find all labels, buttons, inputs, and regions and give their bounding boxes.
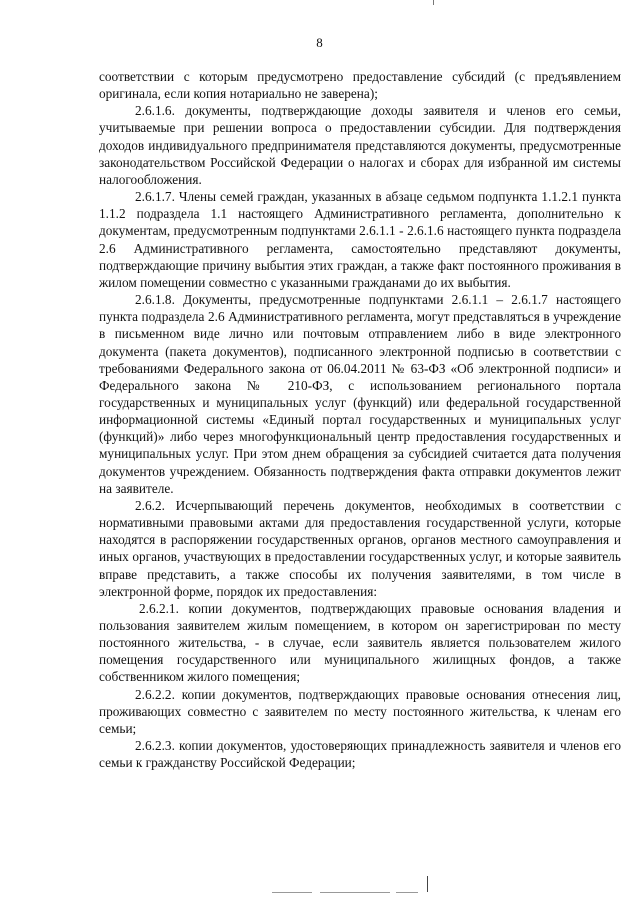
page-number: 8 (316, 35, 323, 50)
paragraph-2-6-1-6: 2.6.1.6. документы, подтверждающие доходы заявителя и членов его семьи, учитываемые при решении вопроса о предоставлении субсидии. Для подтверждения доходов индивидуального предпринимателя представляются документы, предусмотренные законодательством Российской Федерации о налогах и сборах для избранной им системы налогообложения. (99, 103, 621, 187)
paragraph-2-6-2: 2.6.2. Исчерпывающий перечень документов, необходимых в соответствии с нормативными правовыми актами для предоставления государственной услуги, которые находятся в распоряжении государственных органов, органов местного самоуправления и иных органов, участвующих в предоставлении государственных услуг, и которые заявитель вправе представить, а также способы их получения заявителями, в том числе в электронной форме, порядок их предоставления: (99, 497, 621, 599)
paragraph-2-6-2-3: 2.6.2.3. копии документов, удостоверяющих принадлежность заявителя и членов его семьи к гражданству Российской Федерации; (99, 738, 621, 771)
paragraph-continuation: соответствии с которым предусмотрено предоставление субсидий (с предъявлением оригинала, если копия нотариально не заверена); (99, 69, 621, 102)
document-body (99, 68, 621, 771)
paragraph-2-6-2-2: 2.6.2.2. копии документов, подтверждающих правовые основания отнесения лиц, проживающих совместно с заявителем по месту постоянного жительства, к членам его семьи; (99, 686, 621, 736)
paragraph-2-6-1-7: 2.6.1.7. Члены семей граждан, указанных в абзаце седьмом подпункта 1.1.2.1 пункта 1.1.2 подраздела 1.1 настоящего Административного регламента, дополнительно к документам, предусмотренным подпунктами 2.6.1.1 - 2.6.1.6 настоящего пункта подраздела 2.6 Административного регламента, самостоятельно представляют документы, подтверждающие причину выбытия этих граждан, а также факт постоянного проживания в жилом помещении совместно с указанными гражданами до их выбытия. (99, 189, 621, 290)
scan-edge-mark (427, 876, 428, 892)
scan-edge-mark (433, 0, 434, 5)
paragraph-2-6-1-8: 2.6.1.8. Документы, предусмотренные подпунктами 2.6.1.1 – 2.6.1.7 настоящего пункта подраздела 2.6 Административного регламента, могут представляться в учреждение в письменном виде лично или почтовым отправлением либо в виде электронного документа (пакета документов), подписанного электронной подписью в соответствии с требованиями Федерального закона от 06.04.2011 № 63-ФЗ «Об электронной подписи» и Федерального закона № 210-ФЗ, с использованием регионального портала государственных и муниципальных услуг (функций) или федеральной государственной информационной системы «Единый портал государственных и муниципальных услуг (функций)» либо через многофункциональный центр предоставления государственных и муниципальных услуг. При этом днем обращения за субсидией считается дата получения документов учреждением. Обязанность подтверждения факта отправки документов лежит на заявителе. (99, 292, 621, 496)
scan-artifact (272, 889, 422, 897)
paragraph-2-6-2-1: 2.6.2.1. копии документов, подтверждающих правовые основания владения и пользования заявителем жилым помещением, в котором он зарегистрирован по месту постоянного жительства, - в случае, если заявитель является пользователем жилого помещения государственного или муниципального жилищных фондов, а также собственником жилого помещения; (99, 600, 621, 685)
